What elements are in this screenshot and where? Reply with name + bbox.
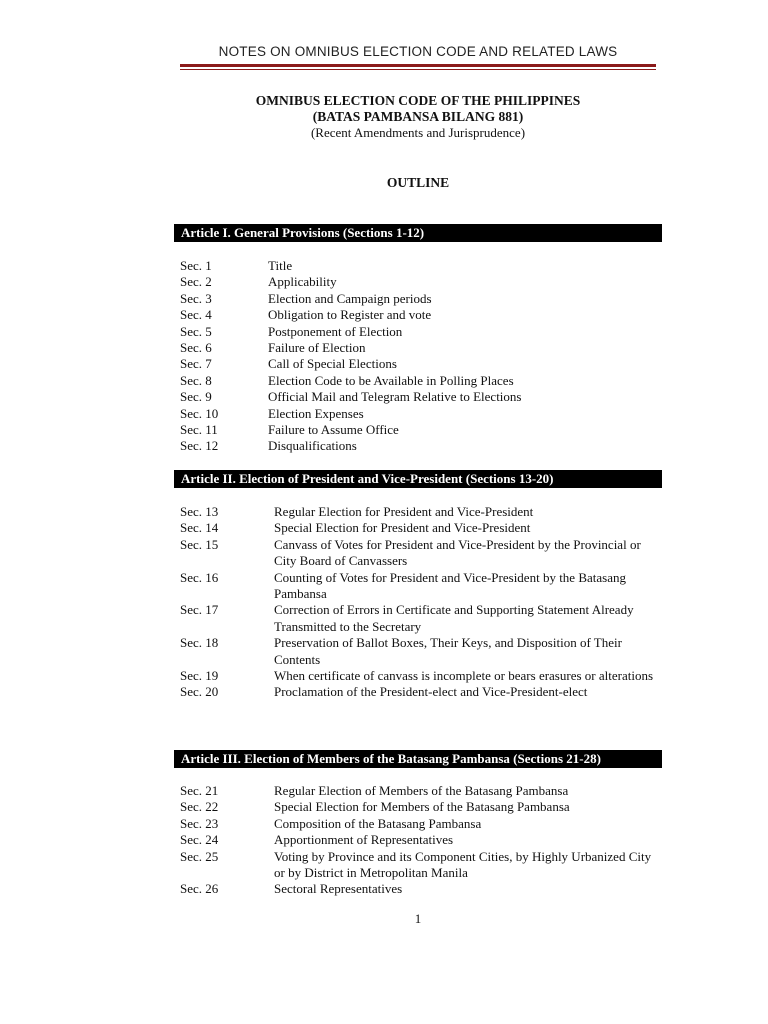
- section-row: [180, 324, 660, 340]
- section-number: Sec. 12: [180, 438, 219, 454]
- section-number: Sec. 21: [180, 783, 219, 798]
- document-subtitle: (Recent Amendments and Jurisprudence): [310, 125, 526, 140]
- section-title: Disqualifications: [268, 438, 357, 454]
- section-title: Applicability: [268, 274, 337, 290]
- section-title: Preservation of Ballot Boxes, Their Keys, and Disposition of Their Contents: [274, 635, 622, 667]
- section-row: [180, 340, 660, 356]
- section-number: Sec. 6: [180, 340, 212, 356]
- section-row: [180, 356, 660, 372]
- section-title: Call of Special Elections: [268, 356, 397, 372]
- section-title: Composition of the Batasang Pambansa: [274, 815, 482, 831]
- section-title: Canvass of Votes for President and Vice-President by the Provincial or City Board of Canvassers: [274, 536, 641, 569]
- section-number: Sec. 23: [180, 815, 219, 831]
- section-row: [180, 570, 660, 603]
- section-title: Regular Election for President and Vice-President: [274, 504, 534, 519]
- section-row: [180, 537, 660, 570]
- section-title: Apportionment of Representatives: [274, 832, 454, 848]
- section-row: [180, 832, 660, 848]
- section-row: [180, 668, 660, 684]
- section-list-article-3: [180, 783, 660, 898]
- section-row: [180, 258, 660, 274]
- section-number: Sec. 19: [180, 668, 219, 684]
- section-number: Sec. 11: [180, 422, 218, 438]
- section-row: [180, 635, 660, 668]
- section-number: Sec. 2: [180, 274, 212, 290]
- section-number: Sec. 22: [180, 799, 219, 815]
- section-number: Sec. 7: [180, 356, 212, 372]
- section-row: [180, 602, 660, 635]
- article-heading-1: Article I. General Provisions (Sections 1-12): [174, 224, 662, 242]
- article-heading-2: Article II. Election of President and Vice-President (Sections 13-20): [174, 470, 662, 488]
- section-title: Failure of Election: [268, 340, 366, 356]
- section-row: [180, 438, 660, 454]
- section-row: [180, 520, 660, 536]
- section-number: Sec. 14: [180, 520, 219, 536]
- document-title-block: [180, 93, 656, 141]
- section-title: Correction of Errors in Certificate and Supporting Statement Already Transmitted to the Secretary: [274, 602, 634, 634]
- section-row: [180, 274, 660, 290]
- section-number: Sec. 13: [180, 504, 219, 519]
- section-number: Sec. 15: [180, 536, 219, 552]
- section-list-article-1: [180, 258, 660, 455]
- section-title: Election Code to be Available in Polling Places: [268, 372, 514, 388]
- section-title: Proclamation of the President-elect and Vice-President-elect: [274, 684, 588, 700]
- section-number: Sec. 17: [180, 602, 219, 618]
- section-number: Sec. 18: [180, 635, 219, 651]
- section-title: Title: [268, 258, 293, 273]
- section-number: Sec. 5: [180, 323, 212, 339]
- article-heading-3: Article III. Election of Members of the Batasang Pambansa (Sections 21-28): [174, 750, 662, 768]
- section-row: [180, 799, 660, 815]
- section-number: Sec. 25: [180, 848, 219, 864]
- section-number: Sec. 16: [180, 569, 219, 585]
- document-title: OMNIBUS ELECTION CODE OF THE PHILIPPINES: [255, 93, 581, 108]
- section-title: Voting by Province and its Component Cities, by Highly Urbanized City or by District in Metropolitan Manila: [274, 848, 652, 881]
- section-title: Special Election for President and Vice-President: [274, 520, 531, 536]
- section-row: [180, 783, 660, 799]
- section-title: Obligation to Register and vote: [268, 307, 432, 323]
- section-number: Sec. 1: [180, 258, 212, 273]
- section-number: Sec. 8: [180, 372, 212, 388]
- section-row: [180, 881, 660, 897]
- section-row: [180, 307, 660, 323]
- outline-heading: OUTLINE: [386, 175, 450, 190]
- section-number: Sec. 10: [180, 405, 219, 421]
- section-row: [180, 849, 660, 882]
- section-number: Sec. 4: [180, 307, 212, 323]
- section-number: Sec. 3: [180, 290, 212, 306]
- section-list-article-2: [180, 504, 660, 701]
- section-title: Election and Campaign periods: [268, 290, 432, 306]
- header-rule-thin: [180, 69, 656, 70]
- section-title: Failure to Assume Office: [268, 422, 399, 438]
- section-title: Regular Election of Members of the Batasang Pambansa: [274, 783, 569, 798]
- section-title: Postponement of Election: [268, 323, 403, 339]
- section-number: Sec. 26: [180, 881, 219, 897]
- section-row: [180, 422, 660, 438]
- section-number: Sec. 24: [180, 832, 219, 848]
- section-row: [180, 406, 660, 422]
- section-number: Sec. 20: [180, 684, 219, 700]
- section-number: Sec. 9: [180, 389, 212, 405]
- section-title: Special Election for Members of the Batasang Pambansa: [274, 799, 570, 815]
- running-header: NOTES ON OMNIBUS ELECTION CODE AND RELATED LAWS: [218, 44, 618, 59]
- document-title-law-number: (BATAS PAMBANSA BILANG 881): [312, 109, 524, 124]
- section-title: When certificate of canvass is incomplete or bears erasures or alterations: [274, 668, 653, 684]
- header-rule-thick: [180, 64, 656, 67]
- section-title: Official Mail and Telegram Relative to Elections: [268, 389, 522, 405]
- section-row: [180, 504, 660, 520]
- section-row: [180, 373, 660, 389]
- section-row: [180, 816, 660, 832]
- section-title: Election Expenses: [268, 405, 364, 421]
- section-row: [180, 684, 660, 700]
- section-row: [180, 389, 660, 405]
- page-number: 1: [414, 911, 422, 926]
- section-row: [180, 291, 660, 307]
- section-title: Counting of Votes for President and Vice-President by the Batasang Pambansa: [274, 569, 626, 602]
- section-title: Sectoral Representatives: [274, 881, 403, 897]
